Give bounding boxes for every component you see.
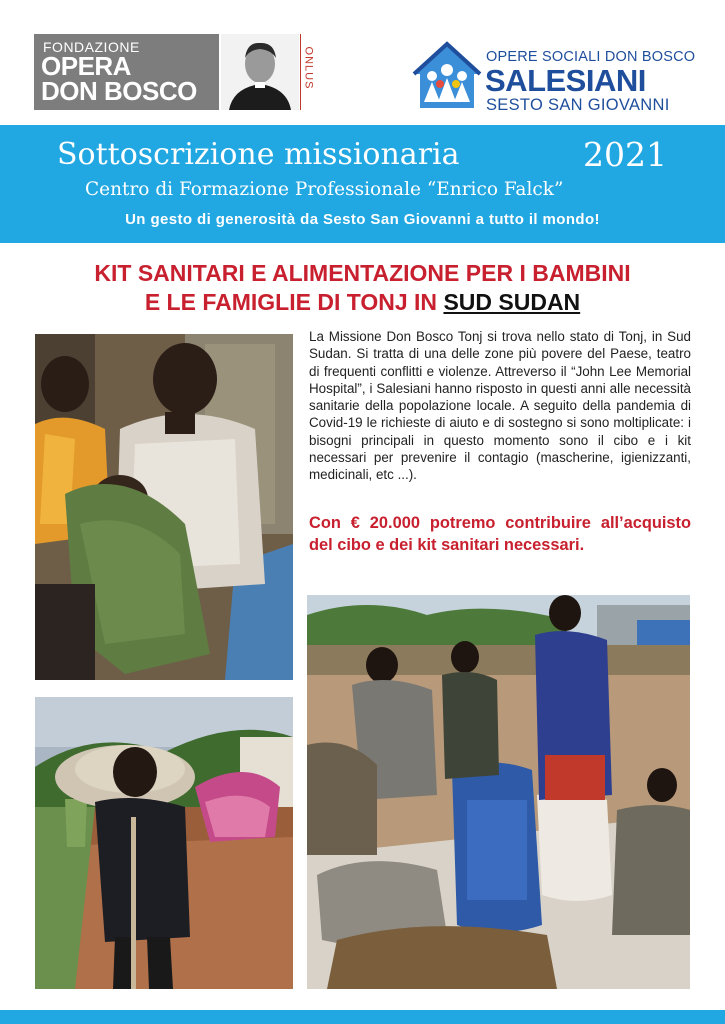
section-heading <box>40 259 685 317</box>
title-banner <box>0 125 725 243</box>
salesiani-line1: OPERE SOCIALI DON BOSCO <box>486 49 696 65</box>
photo-children-with-baby <box>35 334 293 680</box>
fondazione-logo <box>34 34 320 110</box>
logo-line1: FONDAZIONE <box>43 39 140 55</box>
bottom-stripe <box>0 1010 725 1024</box>
salesiani-line3: SESTO SAN GIOVANNI <box>486 96 670 114</box>
logo-line2: OPERA <box>41 51 131 81</box>
house-family-icon <box>410 38 484 112</box>
photo-men-with-food-sacks <box>307 595 690 989</box>
onlus-label: ONLUS <box>302 46 315 90</box>
onlus-badge <box>300 34 321 110</box>
heading-line1: KIT SANITARI E ALIMENTAZIONE PER I BAMBINI <box>94 260 631 286</box>
salesiani-logo <box>410 32 696 114</box>
banner-subtitle: Centro di Formazione Professionale “Enrico Falck” <box>85 179 564 200</box>
banner-year: 2021 <box>583 135 667 174</box>
heading-line2 <box>40 288 685 317</box>
heading-country: SUD SUDAN <box>443 289 581 315</box>
banner-tagline: Un gesto di generosità da Sesto San Giovanni a tutto il mondo! <box>125 211 600 228</box>
logo-line3: DON BOSCO <box>41 76 197 106</box>
photo-man-carrying-sacks <box>35 697 293 989</box>
don-bosco-portrait <box>221 34 299 110</box>
banner-title: Sottoscrizione missionaria <box>57 137 460 172</box>
salesiani-line2: SALESIANI <box>485 63 646 98</box>
heading-line2-prefix: E LE FAMIGLIE DI TONJ IN <box>144 289 444 315</box>
description-paragraph: La Missione Don Bosco Tonj si trova nello stato di Tonj, in Sud Sudan. Si tratta di una delle zone più povere del Paese, teatro di frequenti conflitti e violenze. Attreverso il “John Lee Memorial Hospital”, i Salesiani hanno risposto in questi anni alle necessità sanitarie della popolazione locale. A seguito della pandemia di Covid-19 le richieste di aiuto e di sostegno si sono moltiplicate: i bisogni principali in questo momento sono il cibo e i kit necessari per prevenire il contagio (mascherine, igienizzanti, medicinali, etc ...). <box>309 329 691 483</box>
logo-grey-block <box>34 34 219 110</box>
donation-call-to-action: Con € 20.000 potremo contribuire all’acquisto del cibo e dei kit sanitari necessari. <box>309 514 691 554</box>
